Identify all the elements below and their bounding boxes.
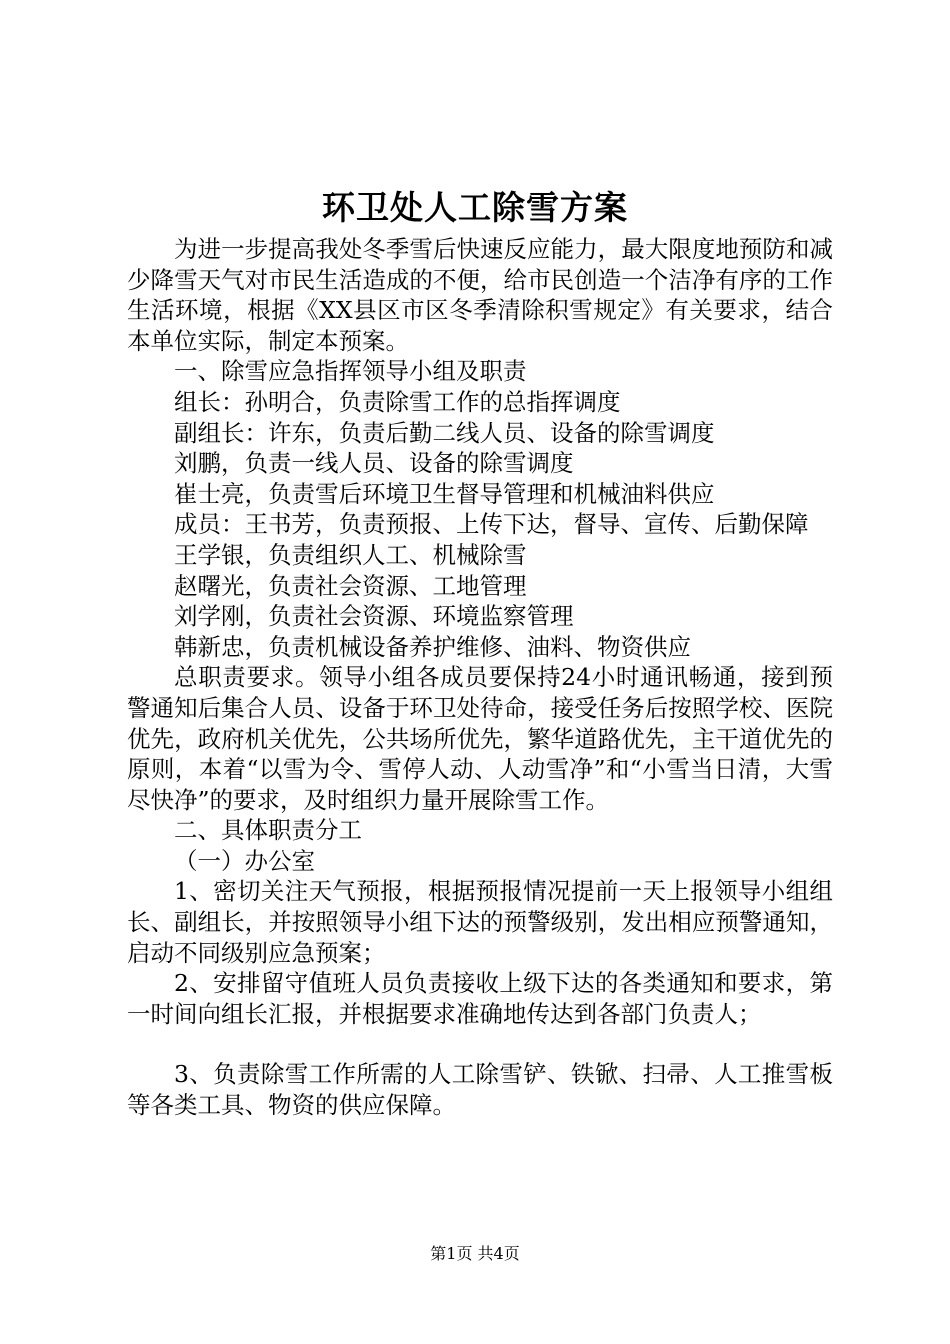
paragraph-member-liu-xuegang: 刘学刚，负责社会资源、环境监察管理 [174, 602, 574, 631]
paragraph-intro: 为进一步提高我处冬季雪后快速反应能力，最大限度地预防和减少降雪天气对市民生活造成的不便，给市民创造一个洁净有序的工作生活环境，根据《XX县区市区冬季清除积雪规定》有关要求，结合本单位实际，制定本预案。 [127, 235, 833, 355]
subsection-heading-office: （一）办公室 [174, 846, 315, 875]
paragraph-deputy-cui: 崔士亮，负责雪后环境卫生督导管理和机械油料供应 [174, 479, 715, 508]
page-footer: 第1页 共4页 [430, 1244, 520, 1263]
paragraph-deputy-liu: 刘鹏，负责一线人员、设备的除雪调度 [174, 449, 574, 478]
section-heading-1: 一、除雪应急指挥领导小组及职责 [174, 357, 527, 386]
paragraph-member-zhao: 赵曙光，负责社会资源、工地管理 [174, 571, 527, 600]
paragraph-member-wang-shufang: 成员：王书芳，负责预报、上传下达，督导、宣传、后勤保障 [174, 510, 809, 539]
paragraph-member-wang-xueyin: 王学银，负责组织人工、机械除雪 [174, 540, 527, 569]
paragraph-item-1: 1、密切关注天气预报，根据预报情况提前一天上报领导小组组长、副组长，并按照领导小组下达的预警级别，发出相应预警通知，启动不同级别应急预案； [127, 877, 833, 967]
paragraph-item-2: 2、安排留守值班人员负责接收上级下达的各类通知和要求，第一时间向组长汇报，并根据要求准确地传达到各部门负责人； [127, 969, 833, 1028]
document-body [127, 234, 833, 1121]
paragraph-leader: 组长：孙明合，负责除雪工作的总指挥调度 [174, 387, 621, 416]
paragraph-member-han: 韩新忠，负责机械设备养护维修、油料、物资供应 [174, 632, 691, 661]
document-title: 环卫处人工除雪方案 [322, 188, 628, 227]
paragraph-deputy-leader: 副组长：许东，负责后勤二线人员、设备的除雪调度 [174, 418, 715, 447]
section-heading-2: 二、具体职责分工 [174, 816, 362, 845]
paragraph-general-duties: 总职责要求。领导小组各成员要保持24小时通讯畅通，接到预警通知后集合人员、设备于环卫处待命，接受任务后按照学校、医院优先，政府机关优先，公共场所优先，繁华道路优先，主干道优先的原则，本着“以雪为令、雪停人动、人动雪净”和“小雪当日清，大雪尽快净”的要求，及时组织力量开展除雪工作。 [127, 663, 833, 814]
paragraph-item-3: 3、负责除雪工作所需的人工除雪铲、铁锨、扫帚、人工推雪板等各类工具、物资的供应保障。 [127, 1060, 833, 1120]
